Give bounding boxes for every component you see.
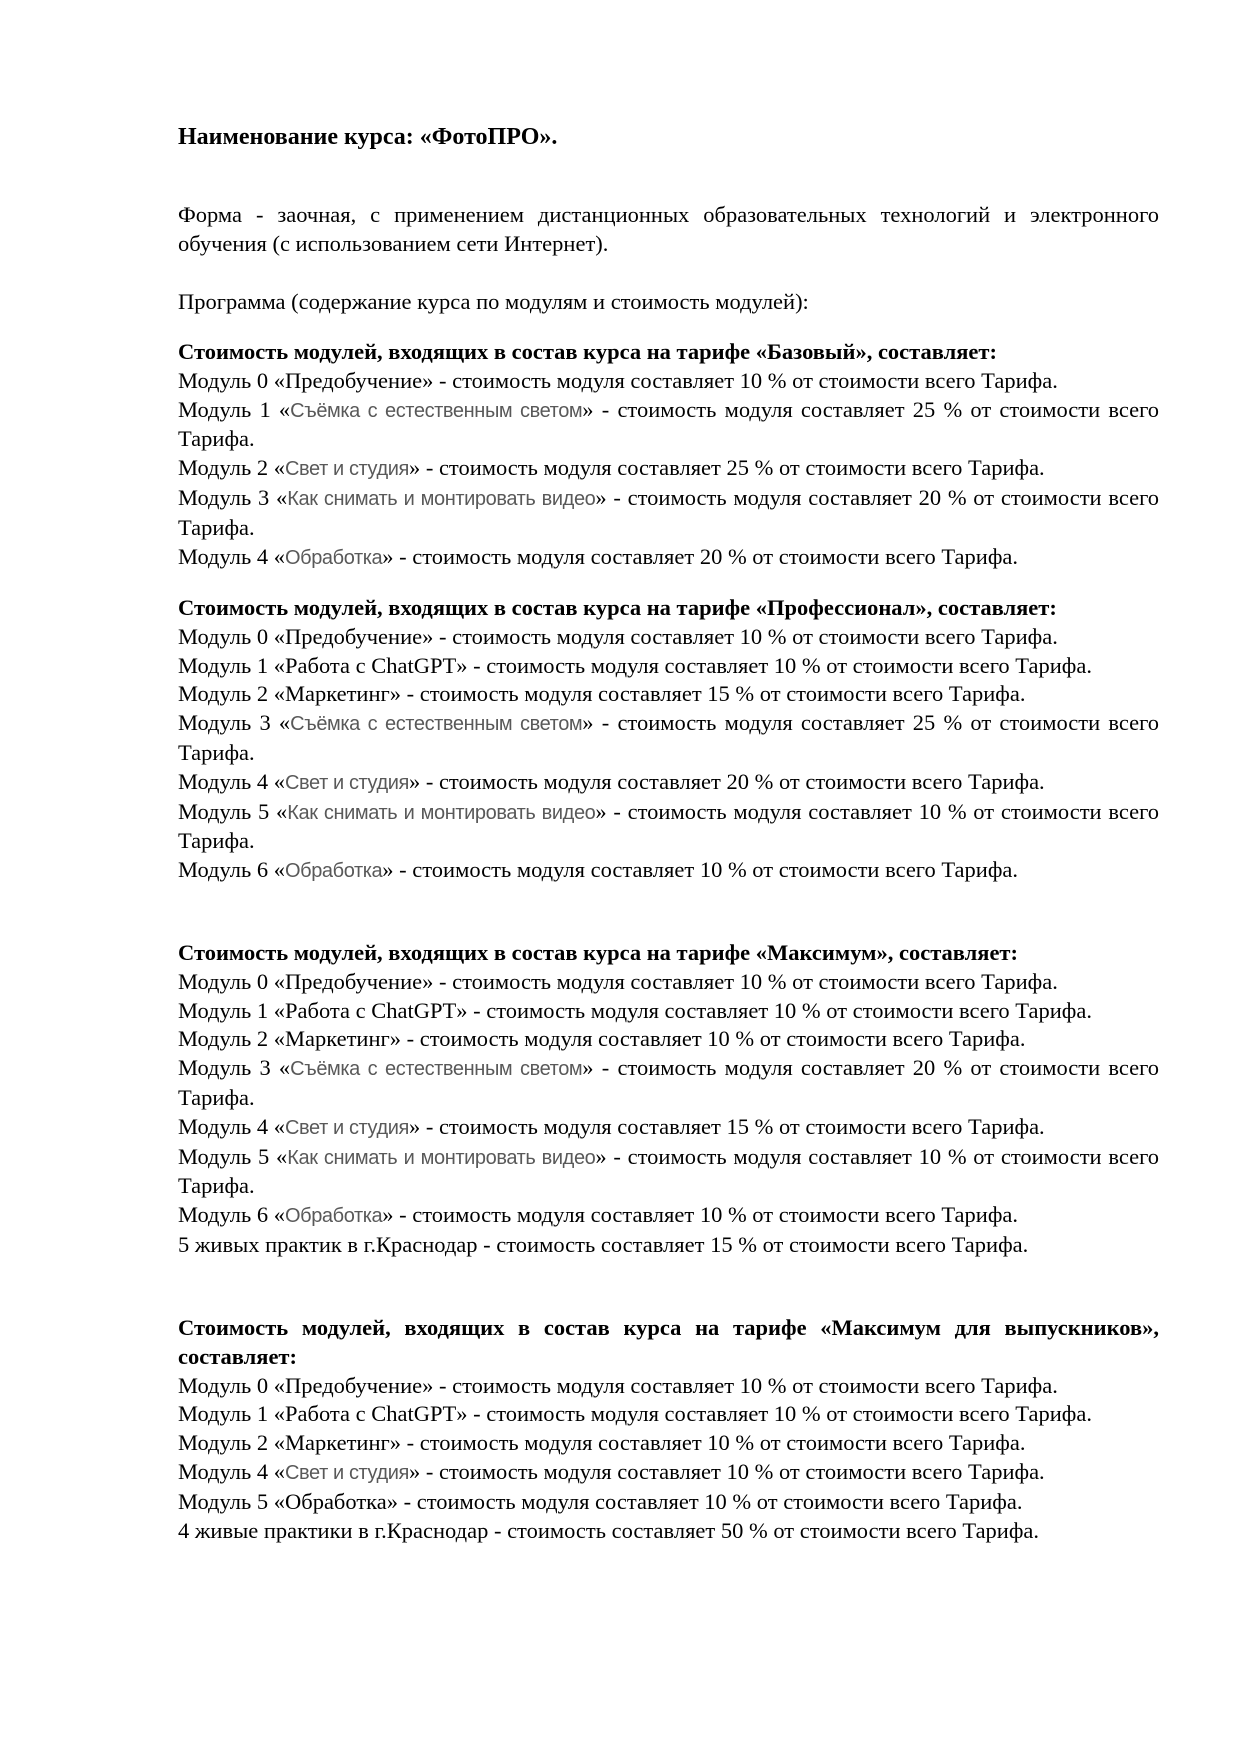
module-cost: » - стоимость модуля составляет 10 % от стоимости всего Тарифа.: [178, 798, 1159, 854]
form-description: Форма - заочная, с применением дистанционных образовательных технологий и электронного обучения (с использованием сети Интернет).: [178, 202, 1159, 256]
module-line: [178, 968, 1159, 997]
module-name: Свет и студия: [285, 1461, 409, 1484]
module-name: Маркетинг: [285, 1026, 390, 1052]
module-prefix: Модуль 5 «: [178, 1143, 288, 1169]
module-prefix: Модуль 0 «: [178, 623, 285, 649]
module-name: Работа с ChatGPT: [285, 1401, 457, 1427]
module-cost: » - стоимость модуля составляет 15 % от стоимости всего Тарифа.: [389, 681, 1026, 707]
module-name: Как снимать и монтировать видео: [287, 487, 596, 510]
module-cost: » - стоимость модуля составляет 15 % от стоимости всего Тарифа.: [408, 1113, 1045, 1139]
module-name: Предобучение: [285, 968, 423, 994]
module-cost: » - стоимость модуля составляет 10 % от стоимости всего Тарифа.: [422, 968, 1058, 994]
module-name: Маркетинг: [285, 1430, 390, 1456]
tariff-section-professional: [178, 594, 1159, 886]
module-cost: » - стоимость модуля составляет 25 % от стоимости всего Тарифа.: [178, 396, 1159, 452]
module-cost: » - стоимость модуля составляет 10 % от стоимости всего Тарифа.: [389, 1026, 1026, 1052]
module-line: [178, 543, 1159, 573]
module-cost: » - стоимость модуля составляет 25 % от стоимости всего Тарифа.: [178, 710, 1159, 765]
module-cost: » - стоимость модуля составляет 20 % от стоимости всего Тарифа.: [408, 768, 1045, 794]
module-line: [178, 396, 1159, 455]
module-line: [178, 454, 1159, 484]
tariff-heading: Стоимость модулей, входящих в состав курса на тарифе «Базовый», составляет:: [178, 339, 997, 364]
module-name: Свет и студия: [285, 1116, 409, 1139]
module-prefix: Модуль 2 «: [178, 1026, 285, 1052]
module-name: Обработка: [285, 1205, 383, 1228]
module-line: [178, 1488, 1159, 1517]
module-prefix: Модуль 1 «: [178, 396, 291, 422]
module-prefix: Модуль 3 «: [178, 1055, 291, 1081]
module-prefix: Модуль 1 «: [178, 652, 285, 678]
module-line: [178, 1054, 1159, 1113]
module-cost: » - стоимость модуля составляет 20 % от стоимости всего Тарифа.: [178, 484, 1159, 540]
module-name: Предобучение: [285, 367, 423, 393]
module-name: Маркетинг: [285, 681, 390, 707]
module-prefix: Модуль 6 «: [178, 1202, 285, 1228]
module-name: Работа с ChatGPT: [285, 997, 457, 1023]
module-name: Съёмка с естественным светом: [290, 713, 583, 736]
module-prefix: Модуль 4 «: [178, 1113, 285, 1139]
module-line: [178, 652, 1159, 681]
tariff-heading: Стоимость модулей, входящих в состав курса на тарифе «Максимум», составляет:: [178, 940, 1018, 965]
module-name: Как снимать и монтировать видео: [287, 801, 596, 824]
module-cost: » - стоимость модуля составляет 10 % от стоимости всего Тарифа.: [422, 367, 1058, 393]
module-prefix: Модуль 4 «: [178, 768, 285, 794]
module-name: Работа с ChatGPT: [285, 652, 457, 678]
module-line: [178, 367, 1159, 396]
module-prefix: 4 живые практики в г.Краснодар - стоимость составляет 50 % от стоимости всего Тарифа.: [178, 1517, 1040, 1543]
module-cost: » - стоимость модуля составляет 10 % от стоимости всего Тарифа.: [382, 857, 1019, 883]
module-line: [178, 1429, 1159, 1458]
module-line: [178, 623, 1159, 652]
module-name: Обработка: [285, 546, 383, 569]
module-name: Свет и студия: [285, 458, 409, 481]
module-line: [178, 1517, 1159, 1546]
module-prefix: Модуль 5 «: [178, 798, 288, 824]
module-line: [178, 1231, 1159, 1260]
module-line: [178, 709, 1159, 768]
module-name: Обработка: [285, 860, 383, 883]
module-prefix: Модуль 1 «: [178, 1401, 285, 1427]
program-label: Программа (содержание курса по модулям и стоимость модулей):: [178, 289, 809, 314]
module-line: [178, 997, 1159, 1026]
module-name: Как снимать и монтировать видео: [287, 1146, 596, 1169]
module-prefix: Модуль 4 «: [178, 543, 285, 569]
module-prefix: Модуль 2 «: [178, 1430, 285, 1456]
module-cost: » - стоимость модуля составляет 20 % от стоимости всего Тарифа.: [382, 543, 1019, 569]
module-cost: » - стоимость модуля составляет 25 % от стоимости всего Тарифа.: [408, 455, 1045, 481]
module-cost: » - стоимость модуля составляет 10 % от стоимости всего Тарифа.: [389, 1430, 1026, 1456]
module-prefix: Модуль 3 «: [178, 484, 288, 510]
tariff-section-basic: [178, 338, 1159, 572]
module-cost: » - стоимость модуля составляет 20 % от стоимости всего Тарифа.: [178, 1055, 1159, 1110]
module-cost: » - стоимость модуля составляет 10 % от стоимости всего Тарифа.: [422, 623, 1058, 649]
module-cost: » - стоимость модуля составляет 10 % от стоимости всего Тарифа.: [386, 1488, 1023, 1514]
module-prefix: Модуль 2 «: [178, 681, 285, 707]
module-prefix: Модуль 6 «: [178, 857, 285, 883]
module-name: Свет и студия: [285, 771, 409, 794]
module-prefix: Модуль 0 «: [178, 968, 285, 994]
tariff-heading: Стоимость модулей, входящих в состав курса на тарифе «Профессионал», составляет:: [178, 595, 1057, 620]
module-line: [178, 1201, 1159, 1231]
module-prefix: 5 живых практик в г.Краснодар - стоимость составляет 15 % от стоимости всего Тарифа.: [178, 1231, 1029, 1257]
tariff-section-maximum-graduates: [178, 1314, 1159, 1545]
module-line: [178, 856, 1159, 886]
module-cost: » - стоимость модуля составляет 10 % от стоимости всего Тарифа.: [422, 1372, 1058, 1398]
module-line: [178, 1025, 1159, 1054]
module-name: Съёмка с естественным светом: [290, 399, 583, 422]
module-name: Съёмка с естественным светом: [290, 1058, 583, 1081]
course-title: Наименование курса: «ФотоПРО».: [178, 124, 558, 150]
module-name: Обработка: [285, 1488, 387, 1514]
module-cost: » - стоимость модуля составляет 10 % от стоимости всего Тарифа.: [408, 1458, 1045, 1484]
tariff-section-maximum: [178, 939, 1159, 1260]
module-cost: » - стоимость модуля составляет 10 % от стоимости всего Тарифа.: [456, 652, 1092, 678]
module-prefix: Модуль 5 «: [178, 1488, 285, 1514]
module-line: [178, 1143, 1159, 1202]
module-prefix: Модуль 4 «: [178, 1458, 285, 1484]
module-name: Предобучение: [285, 1372, 423, 1398]
module-line: [178, 680, 1159, 709]
module-line: [178, 1372, 1159, 1401]
module-line: [178, 1400, 1159, 1429]
module-cost: » - стоимость модуля составляет 10 % от стоимости всего Тарифа.: [178, 1143, 1159, 1199]
module-prefix: Модуль 0 «: [178, 1372, 285, 1398]
module-cost: » - стоимость модуля составляет 10 % от стоимости всего Тарифа.: [456, 997, 1092, 1023]
module-name: Предобучение: [285, 623, 423, 649]
module-prefix: Модуль 3 «: [178, 710, 291, 736]
module-prefix: Модуль 0 «: [178, 367, 285, 393]
module-cost: » - стоимость модуля составляет 10 % от стоимости всего Тарифа.: [456, 1401, 1092, 1427]
module-line: [178, 768, 1159, 798]
module-cost: » - стоимость модуля составляет 10 % от стоимости всего Тарифа.: [382, 1202, 1019, 1228]
tariff-heading: Стоимость модулей, входящих в состав курса на тарифе «Максимум для выпускников», составляет:: [178, 1315, 1159, 1369]
module-prefix: Модуль 1 «: [178, 997, 285, 1023]
module-line: [178, 1113, 1159, 1143]
module-prefix: Модуль 2 «: [178, 455, 285, 481]
module-line: [178, 1458, 1159, 1488]
module-line: [178, 484, 1159, 543]
module-line: [178, 798, 1159, 857]
